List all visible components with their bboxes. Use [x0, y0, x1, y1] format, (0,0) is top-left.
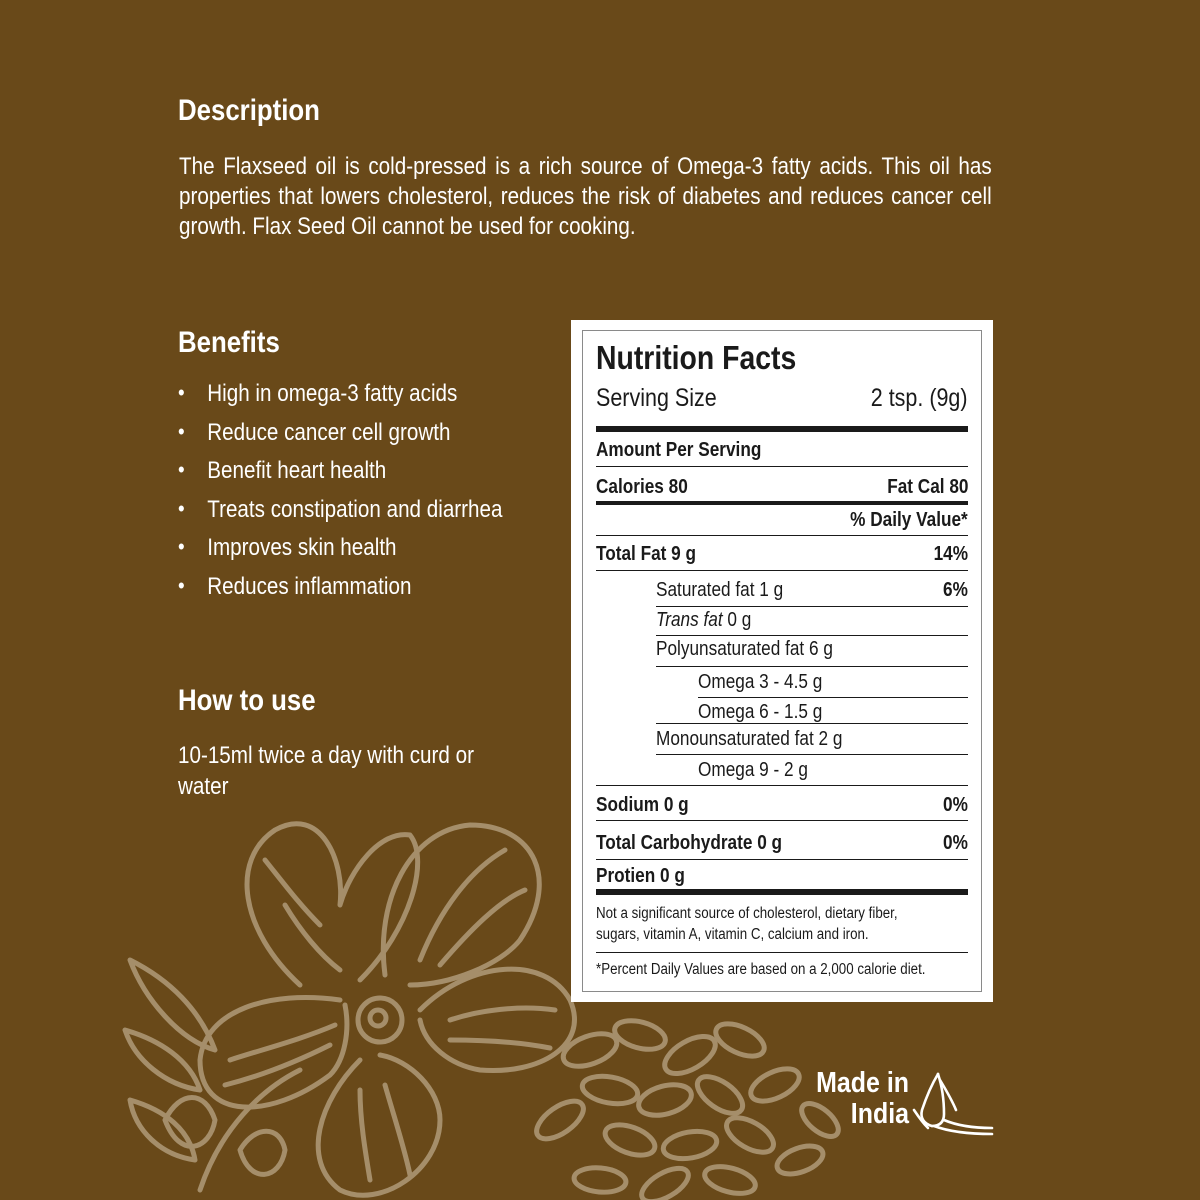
trans-fat: Trans fat 0 g	[656, 609, 752, 631]
amount-per-serving: Amount Per Serving	[596, 439, 762, 461]
description-text: The Flaxseed oil is cold-pressed is a rich source of Omega-3 fatty acids. This oil has properties that lowers cholesterol, reduces the risk of diabetes and reduces cancer cell growth. Flax Seed Oil cannot be used for cooking.	[179, 153, 992, 240]
leaf	[130, 1100, 195, 1160]
benefit-item: • Reduce cancer cell growth	[178, 418, 451, 446]
thick-rule	[596, 889, 968, 895]
leaf	[125, 1030, 200, 1090]
footnote-nutrients: Not a significant source of cholesterol, dietary fiber, sugars, vitamin A, vitamin C, calcium and iron.	[596, 905, 898, 943]
bullet-icon: •	[178, 418, 185, 444]
omega-6: Omega 6 - 1.5 g	[698, 701, 823, 723]
nutrition-title: Nutrition Facts	[596, 339, 797, 376]
flower-petal	[200, 998, 347, 1108]
footnote-daily-values: *Percent Daily Values are based on a 2,000 calorie diet.	[596, 961, 926, 978]
folded-hands-icon	[910, 1070, 994, 1140]
omega-9: Omega 9 - 2 g	[698, 759, 808, 781]
how-to-use-text: 10-15ml twice a day with curd or water	[178, 742, 474, 800]
benefit-item: • High in omega-3 fatty acids	[178, 380, 458, 407]
how-to-use-title: How to use	[178, 684, 316, 717]
saturated-fat-dv: 6%	[943, 579, 968, 601]
flower-petal	[247, 824, 418, 985]
fat-calories: Fat Cal 80	[886, 476, 968, 498]
serving-size-value: 2 tsp. (9g)	[871, 384, 968, 412]
daily-value-header: % Daily Value*	[850, 509, 968, 531]
total-fat: Total Fat 9 g	[596, 543, 697, 565]
benefits-list	[178, 380, 502, 612]
saturated-fat: Saturated fat 1 g	[656, 579, 784, 601]
bud	[240, 1131, 285, 1174]
benefit-item: • Reduces inflammation	[178, 572, 412, 600]
bullet-icon: •	[178, 534, 185, 560]
leaf	[130, 960, 215, 1050]
flower-stem	[200, 1070, 300, 1190]
omega-3: Omega 3 - 4.5 g	[698, 671, 823, 693]
monounsaturated-fat: Monounsaturated fat 2 g	[656, 728, 843, 750]
total-fat-dv: 14%	[933, 543, 968, 565]
bullet-icon: •	[178, 380, 185, 405]
polyunsaturated-fat: Polyunsaturated fat 6 g	[656, 638, 833, 660]
benefit-item: • Benefit heart health	[178, 457, 387, 485]
made-in-india-badge: Made in India	[816, 1067, 909, 1130]
sodium-dv: 0%	[943, 794, 968, 816]
total-carbohydrate-dv: 0%	[943, 832, 968, 854]
seed-pile	[530, 1016, 843, 1200]
serving-size-label: Serving Size	[596, 384, 717, 412]
benefits-title: Benefits	[178, 326, 280, 359]
thick-rule	[596, 426, 968, 432]
description-title: Description	[178, 94, 320, 127]
calories: Calories 80	[596, 476, 688, 498]
bullet-icon: •	[178, 572, 185, 598]
protein: Protien 0 g	[596, 865, 685, 887]
bullet-icon: •	[178, 495, 185, 521]
flower-petal	[318, 1055, 440, 1195]
flower-petal	[383, 825, 539, 985]
benefit-item: • Treats constipation and diarrhea	[178, 495, 503, 523]
nutrition-facts-label	[571, 320, 993, 1002]
total-carbohydrate: Total Carbohydrate 0 g	[596, 832, 783, 854]
benefit-item: • Improves skin health	[178, 534, 397, 562]
sodium: Sodium 0 g	[596, 794, 689, 816]
bud	[165, 1098, 215, 1147]
flower-petal	[420, 969, 574, 1070]
bullet-icon: •	[178, 457, 185, 483]
